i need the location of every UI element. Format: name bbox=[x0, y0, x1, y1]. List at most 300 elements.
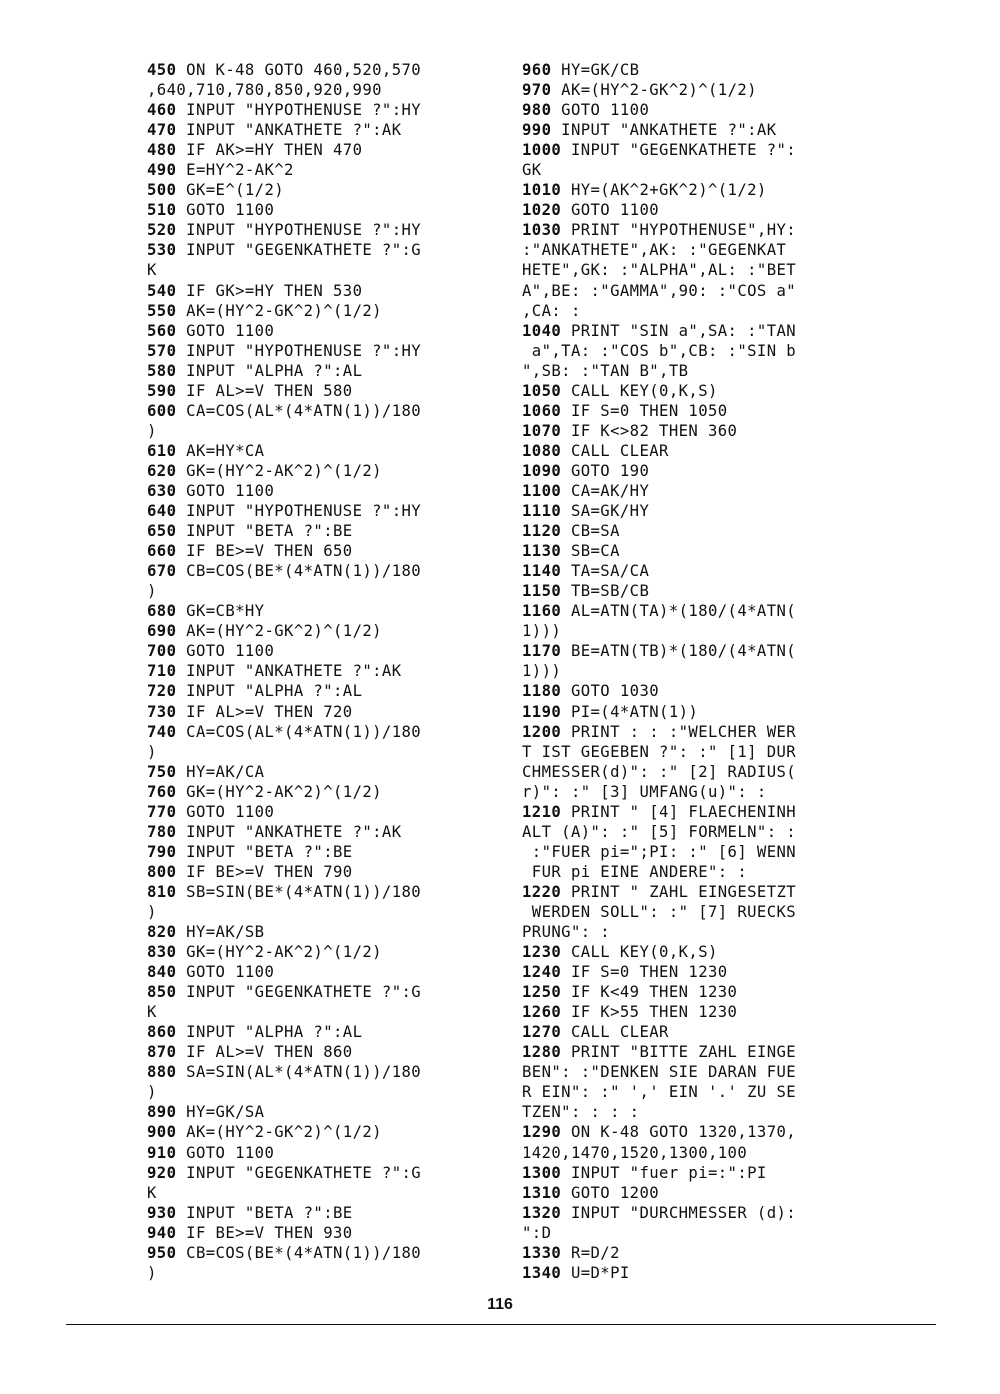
code-text: AK=(HY^2-GK^2)^(1/2) bbox=[176, 301, 382, 320]
code-line bbox=[522, 441, 867, 461]
line-number: 1320 bbox=[522, 1203, 562, 1222]
code-text: AK=(HY^2-GK^2)^(1/2) bbox=[176, 622, 382, 641]
line-number: 1310 bbox=[522, 1183, 562, 1202]
line-number: 1270 bbox=[522, 1023, 562, 1042]
code-text: ":D bbox=[522, 1223, 552, 1242]
line-number: 1110 bbox=[522, 502, 562, 521]
code-text: SA=SIN(AL*(4*ATN(1))/180 bbox=[176, 1063, 422, 1082]
code-line bbox=[147, 962, 492, 982]
line-number: 570 bbox=[147, 341, 177, 360]
code-line bbox=[147, 661, 492, 681]
line-number: 1200 bbox=[522, 722, 562, 741]
code-line bbox=[522, 361, 867, 381]
code-line bbox=[522, 501, 867, 521]
code-text: HY=AK/CA bbox=[176, 762, 265, 781]
code-text: IF K<49 THEN 1230 bbox=[561, 983, 738, 1002]
code-line bbox=[522, 1082, 867, 1102]
code-line bbox=[147, 641, 492, 661]
code-line bbox=[147, 802, 492, 822]
code-text: INPUT "GEGENKATHETE ?":G bbox=[176, 983, 422, 1002]
code-line bbox=[147, 260, 492, 280]
code-line bbox=[147, 461, 492, 481]
line-number: 610 bbox=[147, 441, 177, 460]
code-line bbox=[522, 160, 867, 180]
line-number: 960 bbox=[522, 61, 552, 79]
code-text: SB=CA bbox=[561, 542, 620, 561]
code-text: GK bbox=[522, 161, 542, 180]
code-line bbox=[522, 120, 867, 140]
code-text: CHMESSER(d)": :" [2] RADIUS( bbox=[522, 762, 797, 781]
code-text: A",BE: :"GAMMA",90: :"COS a" bbox=[522, 281, 797, 300]
line-number: 1150 bbox=[522, 582, 562, 601]
line-number: 820 bbox=[147, 923, 177, 942]
code-text: IF GK>=HY THEN 530 bbox=[176, 281, 363, 300]
line-number: 1010 bbox=[522, 181, 562, 200]
code-line bbox=[522, 140, 867, 160]
code-text: GOTO 1100 bbox=[176, 321, 275, 340]
code-line bbox=[522, 381, 867, 401]
line-number: 830 bbox=[147, 943, 177, 962]
line-number: 900 bbox=[147, 1123, 177, 1142]
line-number: 970 bbox=[522, 81, 552, 100]
code-line bbox=[522, 180, 867, 200]
code-text: INPUT "HYPOTHENUSE ?":HY bbox=[176, 221, 422, 240]
line-number: 800 bbox=[147, 862, 177, 881]
code-line bbox=[147, 1163, 492, 1183]
code-text: INPUT "ANKATHETE ?":AK bbox=[551, 121, 777, 140]
code-line bbox=[147, 200, 492, 220]
code-line bbox=[522, 782, 867, 802]
code-text: INPUT "GEGENKATHETE ?":G bbox=[176, 1163, 422, 1182]
code-text: AK=(HY^2-GK^2)^(1/2) bbox=[176, 1123, 382, 1142]
code-text: CB=SA bbox=[561, 522, 620, 541]
line-number: 1260 bbox=[522, 1003, 562, 1022]
code-text: ,640,710,780,850,920,990 bbox=[147, 81, 382, 100]
code-text: GOTO 1100 bbox=[176, 802, 275, 821]
code-text: INPUT "BETA ?":BE bbox=[176, 842, 353, 861]
code-line bbox=[522, 822, 867, 842]
line-number: 880 bbox=[147, 1063, 177, 1082]
code-text: INPUT "HYPOTHENUSE ?":HY bbox=[176, 502, 422, 521]
code-line bbox=[147, 120, 492, 140]
code-line bbox=[147, 902, 492, 922]
code-line bbox=[522, 100, 867, 120]
code-text: PRINT "BITTE ZAHL EINGE bbox=[561, 1043, 797, 1062]
code-text: WERDEN SOLL": :" [7] RUECKS bbox=[522, 902, 797, 921]
code-line bbox=[522, 1183, 867, 1203]
code-line bbox=[522, 1143, 867, 1163]
code-line bbox=[522, 862, 867, 882]
code-text: ) bbox=[147, 902, 157, 921]
code-text: CALL KEY(0,K,S) bbox=[561, 943, 718, 962]
code-line bbox=[522, 80, 867, 100]
line-number: 1250 bbox=[522, 983, 562, 1002]
code-text: AL=ATN(TA)*(180/(4*ATN( bbox=[561, 602, 797, 621]
code-line bbox=[147, 220, 492, 240]
line-number: 1030 bbox=[522, 221, 562, 240]
code-text: HY=AK/SB bbox=[176, 923, 265, 942]
code-text: GOTO 1030 bbox=[561, 682, 660, 701]
code-text: TZEN": : : : bbox=[522, 1103, 640, 1122]
code-text: U=D*PI bbox=[561, 1263, 630, 1282]
code-text: IF K>55 THEN 1230 bbox=[561, 1003, 738, 1022]
code-text: :"ANKATHETE",AK: :"GEGENKAT bbox=[522, 241, 787, 260]
line-number: 720 bbox=[147, 682, 177, 701]
line-number: 930 bbox=[147, 1203, 177, 1222]
line-number: 790 bbox=[147, 842, 177, 861]
code-text: TA=SA/CA bbox=[561, 562, 650, 581]
code-text: PRINT "SIN a",SA: :"TAN bbox=[561, 321, 797, 340]
line-number: 580 bbox=[147, 361, 177, 380]
code-line bbox=[147, 1002, 492, 1022]
code-line bbox=[522, 481, 867, 501]
code-line bbox=[147, 281, 492, 301]
code-text: E=HY^2-AK^2 bbox=[176, 161, 294, 180]
line-number: 1050 bbox=[522, 381, 562, 400]
code-line bbox=[147, 481, 492, 501]
line-number: 950 bbox=[147, 1243, 177, 1262]
code-line bbox=[522, 1203, 867, 1223]
line-number: 940 bbox=[147, 1223, 177, 1242]
code-text: r)": :" [3] UMFANG(u)": : bbox=[522, 782, 767, 801]
line-number: 1280 bbox=[522, 1043, 562, 1062]
listing-right-column bbox=[522, 60, 867, 1283]
code-line bbox=[147, 361, 492, 381]
code-line bbox=[522, 1022, 867, 1042]
code-line bbox=[147, 1062, 492, 1082]
code-text: INPUT "ANKATHETE ?":AK bbox=[176, 121, 402, 140]
line-number: 1130 bbox=[522, 542, 562, 561]
line-number: 510 bbox=[147, 201, 177, 220]
code-text: INPUT "DURCHMESSER (d): bbox=[561, 1203, 797, 1222]
line-number: 1070 bbox=[522, 421, 562, 440]
code-text: GK=(HY^2-AK^2)^(1/2) bbox=[176, 943, 382, 962]
line-number: 850 bbox=[147, 983, 177, 1002]
code-text: ) bbox=[147, 742, 157, 761]
code-line bbox=[522, 942, 867, 962]
code-line bbox=[147, 321, 492, 341]
line-number: 920 bbox=[147, 1163, 177, 1182]
code-line bbox=[147, 922, 492, 942]
code-text: K bbox=[147, 1183, 157, 1202]
code-text: PRINT "HYPOTHENUSE",HY: bbox=[561, 221, 797, 240]
line-number: 630 bbox=[147, 481, 177, 500]
line-number: 550 bbox=[147, 301, 177, 320]
code-text: GOTO 1100 bbox=[176, 481, 275, 500]
code-text: GOTO 1100 bbox=[176, 201, 275, 220]
code-line bbox=[522, 1062, 867, 1082]
code-text: ",SB: :"TAN B",TB bbox=[522, 361, 689, 380]
code-text: CA=AK/HY bbox=[561, 481, 650, 500]
line-number: 1340 bbox=[522, 1263, 562, 1282]
code-line bbox=[147, 1263, 492, 1283]
code-line bbox=[147, 561, 492, 581]
code-text: ) bbox=[147, 1083, 157, 1102]
code-line bbox=[147, 1183, 492, 1203]
code-text: INPUT "HYPOTHENUSE ?":HY bbox=[176, 341, 422, 360]
code-line bbox=[522, 240, 867, 260]
code-text: GOTO 1100 bbox=[561, 201, 660, 220]
code-line bbox=[147, 501, 492, 521]
code-text: INPUT "GEGENKATHETE ?": bbox=[561, 141, 797, 160]
code-text: GOTO 1100 bbox=[176, 963, 275, 982]
line-number: 1300 bbox=[522, 1163, 562, 1182]
code-text: CALL CLEAR bbox=[561, 1023, 669, 1042]
line-number: 1240 bbox=[522, 963, 562, 982]
code-text: INPUT "GEGENKATHETE ?":G bbox=[176, 241, 422, 260]
code-text: ) bbox=[147, 582, 157, 601]
code-text: INPUT "BETA ?":BE bbox=[176, 522, 353, 541]
line-number: 1220 bbox=[522, 882, 562, 901]
code-line bbox=[147, 60, 492, 80]
line-number: 1060 bbox=[522, 401, 562, 420]
line-number: 640 bbox=[147, 502, 177, 521]
line-number: 500 bbox=[147, 181, 177, 200]
line-number: 530 bbox=[147, 241, 177, 260]
code-text: GOTO 1100 bbox=[551, 101, 650, 120]
line-number: 1090 bbox=[522, 461, 562, 480]
line-number: 560 bbox=[147, 321, 177, 340]
code-line bbox=[522, 60, 867, 80]
code-line bbox=[147, 341, 492, 361]
code-line bbox=[147, 601, 492, 621]
code-text: GK=E^(1/2) bbox=[176, 181, 285, 200]
code-text: INPUT "fuer pi=:":PI bbox=[561, 1163, 767, 1182]
code-text: HY=(AK^2+GK^2)^(1/2) bbox=[561, 181, 767, 200]
code-text: R=D/2 bbox=[561, 1243, 620, 1262]
code-line bbox=[147, 140, 492, 160]
code-line bbox=[522, 922, 867, 942]
code-text: IF BE>=V THEN 930 bbox=[176, 1223, 353, 1242]
code-text: INPUT "ALPHA ?":AL bbox=[176, 361, 363, 380]
code-line bbox=[147, 1223, 492, 1243]
line-number: 460 bbox=[147, 101, 177, 120]
line-number: 1160 bbox=[522, 602, 562, 621]
code-line bbox=[522, 621, 867, 641]
code-line bbox=[522, 902, 867, 922]
code-line bbox=[147, 982, 492, 1002]
line-number: 760 bbox=[147, 782, 177, 801]
code-line bbox=[147, 1243, 492, 1263]
code-text: CALL KEY(0,K,S) bbox=[561, 381, 718, 400]
code-text: GOTO 190 bbox=[561, 461, 650, 480]
code-line bbox=[522, 1002, 867, 1022]
code-text: 1420,1470,1520,1300,100 bbox=[522, 1143, 748, 1162]
line-number: 780 bbox=[147, 822, 177, 841]
code-line bbox=[147, 1203, 492, 1223]
code-line bbox=[147, 842, 492, 862]
line-number: 1100 bbox=[522, 481, 562, 500]
code-text: R EIN": :" ',' EIN '.' ZU SE bbox=[522, 1083, 797, 1102]
code-text: :"FUER pi=";PI: :" [6] WENN bbox=[522, 842, 797, 861]
code-line bbox=[522, 661, 867, 681]
line-number: 1080 bbox=[522, 441, 562, 460]
line-number: 480 bbox=[147, 141, 177, 160]
code-line bbox=[147, 742, 492, 762]
code-text: ,CA: : bbox=[522, 301, 581, 320]
line-number: 1000 bbox=[522, 141, 562, 160]
line-number: 1330 bbox=[522, 1243, 562, 1262]
code-text: IF K<>82 THEN 360 bbox=[561, 421, 738, 440]
code-text: ON K-48 GOTO 1320,1370, bbox=[561, 1123, 797, 1142]
line-number: 450 bbox=[147, 61, 177, 79]
code-text: ) bbox=[147, 1263, 157, 1282]
code-line bbox=[147, 762, 492, 782]
line-number: 860 bbox=[147, 1023, 177, 1042]
code-line bbox=[147, 381, 492, 401]
code-line bbox=[147, 521, 492, 541]
code-line bbox=[522, 561, 867, 581]
line-number: 650 bbox=[147, 522, 177, 541]
code-line bbox=[147, 1122, 492, 1142]
code-line bbox=[522, 341, 867, 361]
line-number: 1140 bbox=[522, 562, 562, 581]
line-number: 690 bbox=[147, 622, 177, 641]
code-line bbox=[147, 80, 492, 100]
code-line bbox=[522, 581, 867, 601]
code-line bbox=[147, 541, 492, 561]
listing-left-column bbox=[147, 60, 492, 1283]
code-text: FUR pi EINE ANDERE": : bbox=[522, 862, 748, 881]
code-text: TB=SB/CB bbox=[561, 582, 650, 601]
code-text: INPUT "HYPOTHENUSE ?":HY bbox=[176, 101, 422, 120]
line-number: 1180 bbox=[522, 682, 562, 701]
code-text: K bbox=[147, 261, 157, 280]
code-line bbox=[147, 1102, 492, 1122]
code-line bbox=[147, 1143, 492, 1163]
line-number: 1210 bbox=[522, 802, 562, 821]
code-text: PI=(4*ATN(1)) bbox=[561, 702, 699, 721]
code-line bbox=[522, 1042, 867, 1062]
code-line bbox=[522, 962, 867, 982]
code-text: SA=GK/HY bbox=[561, 502, 650, 521]
line-number: 980 bbox=[522, 101, 552, 120]
code-line bbox=[147, 1042, 492, 1062]
code-text: INPUT "BETA ?":BE bbox=[176, 1203, 353, 1222]
code-text: INPUT "ALPHA ?":AL bbox=[176, 682, 363, 701]
code-text: IF AL>=V THEN 580 bbox=[176, 381, 353, 400]
line-number: 1120 bbox=[522, 522, 562, 541]
code-line bbox=[147, 180, 492, 200]
code-line bbox=[522, 301, 867, 321]
code-line bbox=[147, 100, 492, 120]
code-line bbox=[522, 421, 867, 441]
code-text: INPUT "ALPHA ?":AL bbox=[176, 1023, 363, 1042]
code-text: GOTO 1100 bbox=[176, 642, 275, 661]
code-text: INPUT "ANKATHETE ?":AK bbox=[176, 822, 402, 841]
line-number: 750 bbox=[147, 762, 177, 781]
code-text: PRINT " [4] FLAECHENINH bbox=[561, 802, 797, 821]
line-number: 490 bbox=[147, 161, 177, 180]
line-number: 870 bbox=[147, 1043, 177, 1062]
code-text: CB=COS(BE*(4*ATN(1))/180 bbox=[176, 562, 422, 581]
code-line bbox=[522, 762, 867, 782]
line-number: 1290 bbox=[522, 1123, 562, 1142]
line-number: 840 bbox=[147, 963, 177, 982]
code-text: IF AL>=V THEN 720 bbox=[176, 702, 353, 721]
code-line bbox=[147, 882, 492, 902]
line-number: 990 bbox=[522, 121, 552, 140]
code-line bbox=[147, 702, 492, 722]
line-number: 910 bbox=[147, 1143, 177, 1162]
code-line bbox=[522, 281, 867, 301]
page-number: 116 bbox=[487, 1296, 513, 1313]
code-text: CA=COS(AL*(4*ATN(1))/180 bbox=[176, 722, 422, 741]
code-line bbox=[522, 200, 867, 220]
line-number: 590 bbox=[147, 381, 177, 400]
code-line bbox=[522, 1122, 867, 1142]
code-line bbox=[522, 401, 867, 421]
line-number: 1230 bbox=[522, 943, 562, 962]
line-number: 1170 bbox=[522, 642, 562, 661]
code-line bbox=[522, 842, 867, 862]
code-line bbox=[522, 882, 867, 902]
code-line bbox=[522, 702, 867, 722]
code-line bbox=[522, 541, 867, 561]
code-line bbox=[147, 942, 492, 962]
line-number: 600 bbox=[147, 401, 177, 420]
line-number: 1040 bbox=[522, 321, 562, 340]
code-line bbox=[147, 782, 492, 802]
code-text: INPUT "ANKATHETE ?":AK bbox=[176, 662, 402, 681]
code-line bbox=[147, 240, 492, 260]
code-text: ON K-48 GOTO 460,520,570 bbox=[176, 61, 422, 79]
code-text: ALT (A)": :" [5] FORMELN": : bbox=[522, 822, 797, 841]
line-number: 810 bbox=[147, 882, 177, 901]
code-line bbox=[522, 601, 867, 621]
code-line bbox=[522, 742, 867, 762]
code-text: a",TA: :"COS b",CB: :"SIN b bbox=[522, 341, 797, 360]
code-text: GOTO 1200 bbox=[561, 1183, 660, 1202]
line-number: 730 bbox=[147, 702, 177, 721]
code-text: PRINT : : :"WELCHER WER bbox=[561, 722, 797, 741]
line-number: 770 bbox=[147, 802, 177, 821]
code-line bbox=[522, 722, 867, 742]
code-text: IF S=0 THEN 1050 bbox=[561, 401, 728, 420]
line-number: 740 bbox=[147, 722, 177, 741]
code-text: IF AK>=HY THEN 470 bbox=[176, 141, 363, 160]
code-line bbox=[522, 802, 867, 822]
code-text: BE=ATN(TB)*(180/(4*ATN( bbox=[561, 642, 797, 661]
code-text: ) bbox=[147, 421, 157, 440]
code-text: GOTO 1100 bbox=[176, 1143, 275, 1162]
code-line bbox=[147, 862, 492, 882]
code-text: 1))) bbox=[522, 662, 562, 681]
line-number: 1190 bbox=[522, 702, 562, 721]
code-line bbox=[147, 441, 492, 461]
code-line bbox=[147, 421, 492, 441]
code-text: K bbox=[147, 1003, 157, 1022]
code-text: IF BE>=V THEN 650 bbox=[176, 542, 353, 561]
code-line bbox=[522, 1263, 867, 1283]
code-line bbox=[522, 1102, 867, 1122]
code-text: SB=SIN(BE*(4*ATN(1))/180 bbox=[176, 882, 422, 901]
line-number: 620 bbox=[147, 461, 177, 480]
code-line bbox=[147, 722, 492, 742]
code-line bbox=[522, 321, 867, 341]
code-line bbox=[522, 1163, 867, 1183]
code-text: HETE",GK: :"ALPHA",AL: :"BET bbox=[522, 261, 797, 280]
code-line bbox=[147, 581, 492, 601]
line-number: 540 bbox=[147, 281, 177, 300]
code-line bbox=[522, 220, 867, 240]
line-number: 660 bbox=[147, 542, 177, 561]
code-text: PRUNG": : bbox=[522, 923, 611, 942]
code-text: HY=GK/CB bbox=[551, 61, 640, 79]
code-text: CB=COS(BE*(4*ATN(1))/180 bbox=[176, 1243, 422, 1262]
line-number: 470 bbox=[147, 121, 177, 140]
code-line bbox=[522, 641, 867, 661]
